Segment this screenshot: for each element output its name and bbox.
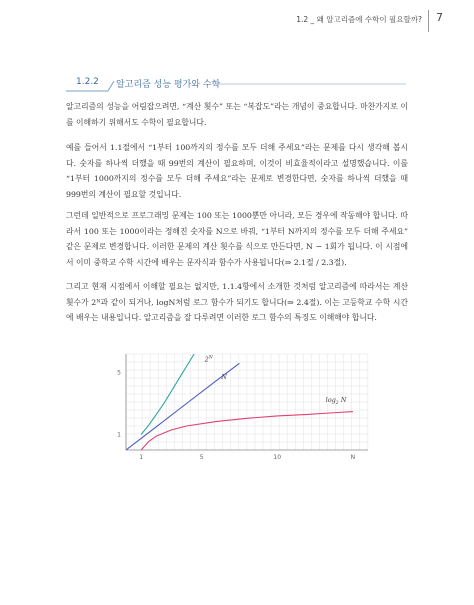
series-label-tail: N xyxy=(338,396,347,404)
x-tick-label: N xyxy=(350,454,356,460)
paragraph: 그런데 일반적으로 프로그래밍 문제는 100 또는 1000뿐만 아니라, 모든 경우에 작동해야 합니다. 따라서 100 또는 1000이라는 정해진 숫자를 N으로 바꿔, “1부터 N까지의 정수를 모두 더해 주세요” 같은 문제로 변경합니다. 이러한 문제의 계산 횟수를 식으로 만든다면, N − 1회가 됩니다. 이 시점에서 이미 중학교 수학 시간에 배우는 문자식과 함수가 사용됩니다(⇒ 2.1절 / 2.3절). xyxy=(66,211,408,267)
series-label: $\log_2 N$ xyxy=(325,396,347,406)
series-label-subscript: 2 xyxy=(335,401,339,406)
complexity-chart xyxy=(110,352,372,460)
paragraph: 예를 들어서 1.1절에서 “1부터 100까지의 정수를 모두 더해 주세요”라는 문제를 다시 생각해 봅시다. 숫자를 하나씩 더했을 때 99번의 계산이 필요하며, 이것이 비효율적이라고 설명했습니다. 이를 “1부터 1000까지의 정수를 모두 더해 주세요”라는 문제로 변경한다면, 숫자를 하나씩 더했을 때 999번의 계산이 필요할 것입니다. xyxy=(66,143,408,199)
x-tick-label: 1 xyxy=(139,454,144,460)
series-label-superscript: N xyxy=(208,355,213,361)
paragraph: 그리고 현재 시점에서 이해할 필요는 없지만, 1.1.4항에서 소개한 것처럼 알고리즘에 따라서는 계산 횟수가 2ᴺ과 같이 되거나, logN처럼 로그 함수가 되기도 합니다(⇒ 2.4절). 이는 고등학교 수학 시간에 배우는 내용입니다. 알고리즘을 잘 다루려면 이러한 로그 함수의 특징도 이해해야 합니다. xyxy=(66,282,408,322)
series-label: N xyxy=(221,372,227,381)
x-tick-label: 10 xyxy=(273,454,282,460)
paragraph: 알고리즘의 성능을 어림잡으려면, “계산 횟수” 또는 “복잡도”라는 개념이 중요합니다. 마찬가지로 이를 이해하기 위해서도 수학이 필요합니다. xyxy=(66,102,408,127)
x-tick-label: 5 xyxy=(199,454,204,460)
y-tick-label: 5 xyxy=(117,369,121,377)
header-divider xyxy=(428,10,429,32)
series-label: $2^N$ xyxy=(204,355,213,364)
running-header: 1.2 _ 왜 알고리즘에 수학이 필요할까? xyxy=(296,15,422,24)
section-number: 1.2.2 xyxy=(76,77,99,87)
section-title: 알고리즘 성능 평가와 수학 xyxy=(116,80,221,90)
page-number: 7 xyxy=(436,11,443,24)
y-tick-label: 1 xyxy=(117,431,121,439)
section-heading xyxy=(66,75,406,93)
